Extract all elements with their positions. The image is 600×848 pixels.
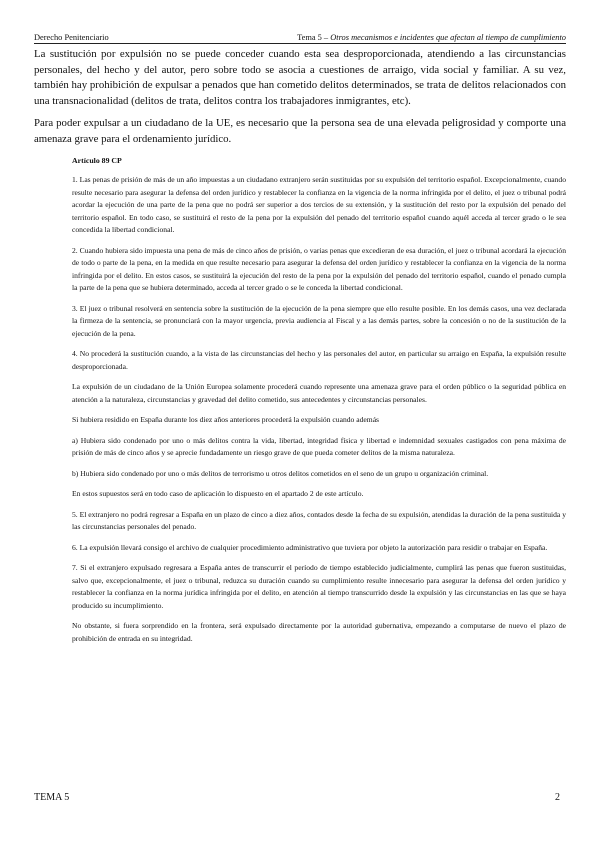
header-topic-title: Otros mecanismos e incidentes que afectan al tiempo de cumplimiento: [330, 33, 566, 42]
intro-paragraph: Para poder expulsar a un ciudadano de la UE, es necesario que la persona sea de una elevada peligrosidad y comporte una amenaza grave para el ordenamiento jurídico.: [34, 117, 566, 145]
running-header: [34, 33, 566, 44]
article-paragraph: En estos supuestos será en todo caso de aplicación lo dispuesto en el apartado 2 de este artículo.: [72, 489, 364, 499]
page-footer: [34, 792, 560, 803]
article-quote: [72, 155, 566, 646]
article-paragraph: Si hubiera residido en España durante los diez años anteriores procederá la expulsión cuando además: [72, 415, 380, 425]
article-paragraph: a) Hubiera sido condenado por uno o más delitos contra la vida, libertad, integridad física y libertad e indemnidad sexuales castigados con pena máxima de prisión de más de cinco años y se aprecie fundadamente un riesgo grave de que pueda cometer delitos de la misma naturaleza.: [72, 435, 566, 458]
article-paragraph: 3. El juez o tribunal resolverá en sentencia sobre la sustitución de la ejecución de la pena siempre que ello resulte posible. En los demás casos, una vez declarada la firmeza de la sentencia, se pronunciará con la mayor urgencia, previa audiencia al Fiscal y a las demás partes, sobre la concesión o no de la sustitución de la ejecución de la pena.: [72, 303, 566, 338]
article-paragraph: 2. Cuando hubiera sido impuesta una pena de más de cinco años de prisión, o varias penas que excedieran de esa duración, el juez o tribunal acordará la ejecución de todo o parte de la pena, en la medida en que resulte necesario para asegurar la defensa del orden jurídico y restablecer la confianza en la vigencia de la norma infringida por el delito. En estos casos, se sustituirá la ejecución del resto de la pena por la expulsión del penado del territorio español, cuando el penado cumpla la parte de la pena que se hubiera determinado, acceda al tercer grado o se le conceda la libertad condicional.: [72, 245, 566, 293]
header-topic: [297, 33, 566, 42]
intro-paragraph: La sustitución por expulsión no se puede conceder cuando esta sea desproporcionada, atendiendo a las circunstancias personales, del hecho y del autor, pero sobre todo se asocia a cuestiones de arraigo, vida social y familiar. A su vez, también hay prohibición de expulsar a penados que han cometido delitos determinados, se trata de delitos relacionados con una transnacionalidad (delitos de trata, delitos contra los trabajadores inmigrantes, etc).: [34, 48, 566, 107]
footer-topic: TEMA 5: [34, 792, 70, 803]
article-paragraph: 6. La expulsión llevará consigo el archivo de cualquier procedimiento administrativo que tuviera por objeto la autorización para residir o trabajar en España.: [72, 542, 548, 552]
header-course-title: Derecho Penitenciario: [34, 33, 109, 42]
article-paragraph: La expulsión de un ciudadano de la Unión Europea solamente procederá cuando represente una amenaza grave para el orden público o la seguridad pública en atención a la naturaleza, circunstancias y gravedad del delito cometido, sus antecedentes y circunstancias personales.: [72, 382, 566, 404]
article-title: Artículo 89 CP: [72, 155, 122, 165]
header-topic-prefix: Tema 5 –: [297, 33, 329, 42]
article-paragraph: 4. No procederá la sustitución cuando, a la vista de las circunstancias del hecho y las personales del autor, en particular su arraigo en España, la expulsión resulte desproporcionada.: [72, 349, 566, 371]
page-number: 2: [555, 792, 560, 803]
article-paragraph: No obstante, si fuera sorprendido en la frontera, será expulsado directamente por la autoridad gubernativa, empezando a computarse de nuevo el plazo de prohibición de entrada en su integridad.: [72, 621, 566, 643]
body-text: [34, 47, 566, 653]
article-paragraph: 1. Las penas de prisión de más de un año impuestas a un ciudadano extranjero serán sustituidas por su expulsión del territorio español. Excepcionalmente, cuando resulte necesario para asegurar la defensa del orden jurídico y restablecer la confianza en la vigencia de la norma infringida por el delito, el juez o tribunal podrá acordar la ejecución de una parte de la pena que no podrá ser superior a dos tercios de su extensión, y la sustitución del resto por la expulsión del penado del territorio español. En todo caso, se sustituirá el resto de la pena por la expulsión del penado del territorio español cuando aquél acceda al tercer grado o le sea concedida la libertad condicional.: [72, 175, 566, 235]
article-paragraph: b) Hubiera sido condenado por uno o más delitos de terrorismo u otros delitos cometidos en el seno de un grupo u organización criminal.: [72, 468, 489, 478]
article-paragraph: 7. Si el extranjero expulsado regresara a España antes de transcurrir el período de tiempo establecido judicialmente, cumplirá las penas que fueron sustituidas, salvo que, excepcionalmente, el juez o tribunal, reduzca su duración cuando su cumplimiento resulte innecesario para asegurar la defensa del orden jurídico y restablecer la confianza en la norma jurídica infringida por el delito, en atención al tiempo transcurrido desde la expulsión y las circunstancias en las que se haya producido su incumplimiento.: [72, 563, 566, 610]
article-paragraph: 5. El extranjero no podrá regresar a España en un plazo de cinco a diez años, contados desde la fecha de su expulsión, atendidas la duración de la pena sustituida y las circunstancias personales del penado.: [72, 509, 566, 532]
